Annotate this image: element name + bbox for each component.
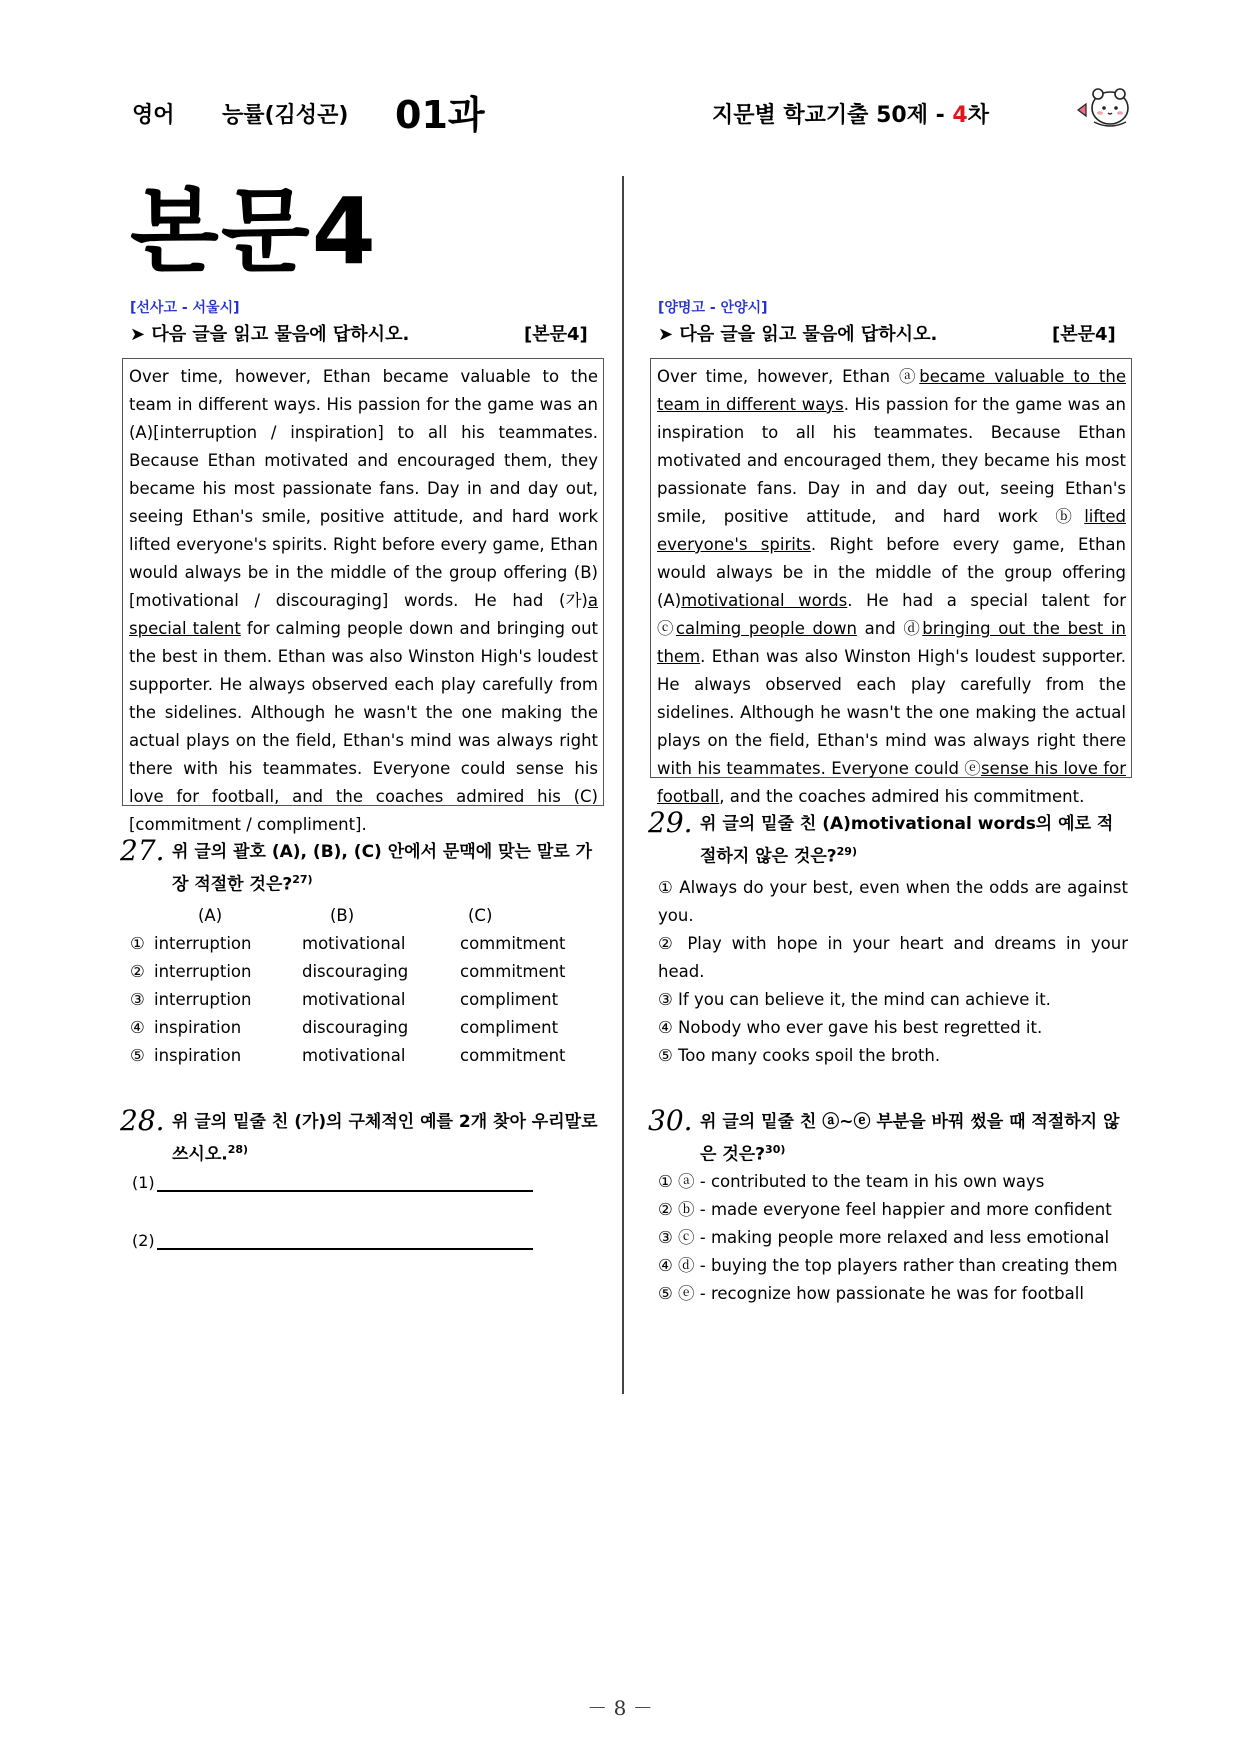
q30-option[interactable]: ⑤ ⓔ - recognize how passionate he was for football [658, 1284, 1084, 1303]
q27-text: 위 글의 괄호 (A), (B), (C) 안에서 문맥에 맞는 말로 가장 적절한 것은?$^{27)}$ [172, 842, 593, 895]
right-source: [양명고 - 안양시] [658, 300, 768, 316]
q27-option[interactable]: ② interruption discouraging commitment [130, 962, 566, 981]
q30-option[interactable]: ④ ⓓ - buying the top players rather than creating them [658, 1256, 1118, 1275]
lesson-label: 01과 [395, 93, 485, 137]
q27-header-row: (A) (B) (C) [198, 906, 493, 925]
q27-option[interactable]: ④ inspiration discouraging compliment [130, 1018, 559, 1037]
underlined-c: calming people down [675, 619, 858, 638]
q27-option[interactable]: ① interruption motivational commitment [130, 934, 566, 953]
underlined-d: bringing out the best in them [657, 619, 1126, 666]
underlined-a: became valuable to the team in different ways [657, 367, 1126, 414]
page-number: － 8 － [587, 1696, 653, 1720]
section-title: 본문4 [130, 178, 378, 285]
underlined-ga: a special talent [129, 591, 598, 638]
q29-option[interactable]: ① Always do your best, even when the odds are against you. [658, 878, 1128, 925]
q28-number: 28. [120, 1104, 165, 1137]
underlined-A: motivational words [681, 591, 848, 610]
bear-mascot-icon [1074, 82, 1132, 132]
textbook-label: 능률(김성곤) [222, 103, 349, 128]
q29-text: 위 글의 밑줄 친 (A)motivational words의 예로 적절하지 않은 것은?$^{29)}$ [700, 814, 1114, 867]
series-label: 지문별 학교기출 50제 - 4차 [712, 103, 989, 128]
q30-option[interactable]: ③ ⓒ - making people more relaxed and less emotional [658, 1228, 1110, 1247]
q27-option[interactable]: ③ interruption motivational compliment [130, 990, 559, 1009]
right-tag: [본문4] [1052, 324, 1116, 345]
q28-answer-2[interactable]: (2) [132, 1230, 533, 1250]
left-passage-box: Over time, however, Ethan became valuable to the team in different ways. His passion for the game was an (A)[interruption / inspiration] to all his teammates. Because Ethan motivated and encouraged them, they became his most passionate fans. Day in and day out, seeing Ethan's smile, positive attitude, and hard work lifted everyone's spirits. Right before every game, Ethan would always be in the middle of the group offering (B)[motivational / discouraging] words. He had (가)a special talent for calming people down and bringing out the best in them. Ethan was also Winston High's loudest supporter. He always observed each play carefully from the sidelines. Although he wasn't the one making the actual plays on the field, Ethan's mind was always right there with his teammates. Everyone could sense his love for football, and the coaches admired his (C)[commitment / compliment]. [122, 358, 604, 806]
q28-answer-1[interactable]: (1) [132, 1172, 533, 1192]
q29-number: 29. [648, 806, 693, 839]
column-divider [622, 176, 624, 1394]
left-source: [선사고 - 서울시] [130, 300, 240, 316]
q27-option[interactable]: ⑤ inspiration motivational commitment [130, 1046, 566, 1065]
underlined-b: lifted everyone's spirits [657, 507, 1126, 554]
right-instruction: ➤ 다음 글을 읽고 물음에 답하시오. [658, 324, 938, 345]
q27-number: 27. [120, 834, 165, 867]
subject-label: 영어 [132, 103, 175, 128]
q29-option[interactable]: ⑤ Too many cooks spoil the broth. [658, 1046, 941, 1065]
left-tag: [본문4] [524, 324, 588, 345]
left-instruction: ➤ 다음 글을 읽고 물음에 답하시오. [130, 324, 410, 345]
q30-text: 위 글의 밑줄 친 ⓐ~ⓔ 부분을 바꿔 썼을 때 적절하지 않은 것은?$^{30)}$ [700, 1112, 1120, 1165]
q30-option[interactable]: ① ⓐ - contributed to the team in his own ways [658, 1172, 1045, 1191]
q29-option[interactable]: ② Play with hope in your heart and dreams in your head. [658, 934, 1128, 981]
underlined-e: sense his love for football [657, 759, 1126, 806]
q28-text: 위 글의 밑줄 친 (가)의 구체적인 예를 2개 찾아 우리말로 쓰시오.$^{28)}$ [172, 1112, 598, 1165]
q30-option[interactable]: ② ⓑ - made everyone feel happier and more confident [658, 1200, 1112, 1219]
q29-option[interactable]: ④ Nobody who ever gave his best regretted it. [658, 1018, 1043, 1037]
right-passage-box: Over time, however, Ethan ⓐbecame valuable to the team in different ways. His passion for the game was an inspiration to all his teammates. Because Ethan motivated and encouraged them, they became his most passionate fans. Day in and day out, seeing Ethan's smile, positive attitude, and hard work ⓑlifted everyone's spirits. Right before every game, Ethan would always be in the middle of the group offering (A)motivational words. He had a special talent for ⓒcalming people down and ⓓbringing out the best in them. Ethan was also Winston High's loudest supporter. He always observed each play carefully from the sidelines. Although he wasn't the one making the actual plays on the field, Ethan's mind was always right there with his teammates. Everyone could ⓔsense his love for football, and the coaches admired his commitment. [650, 358, 1132, 778]
q29-option[interactable]: ③ If you can believe it, the mind can achieve it. [658, 990, 1051, 1009]
q30-number: 30. [648, 1104, 693, 1137]
